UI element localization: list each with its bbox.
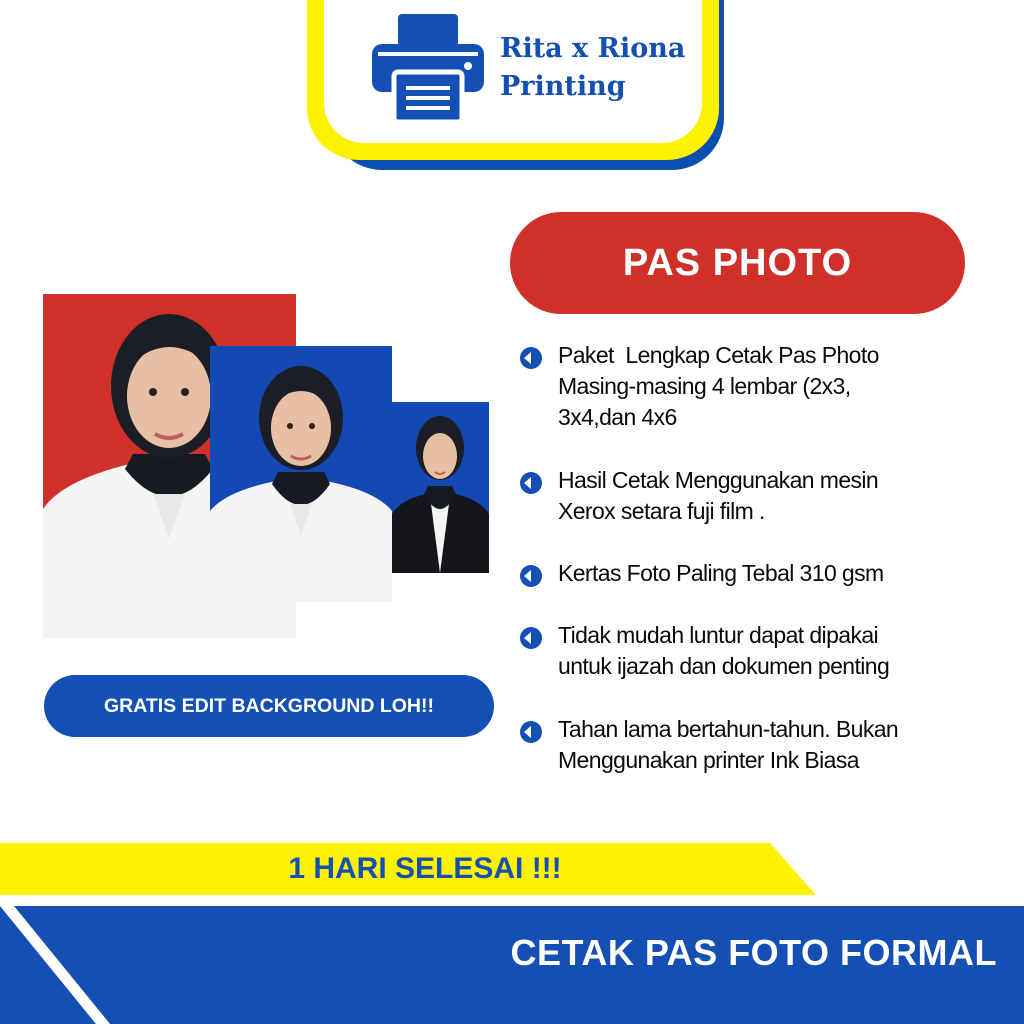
feature-text: Hasil Cetak Menggunakan mesin Xerox setara fuji film .: [558, 467, 879, 524]
chevron-bullet-icon: [518, 625, 544, 651]
brand-line-1: Rita x Riona: [500, 33, 686, 64]
printer-icon: [372, 14, 484, 122]
feature-item-4: [518, 620, 998, 682]
feature-item-2: [518, 465, 998, 527]
feature-item-5: [518, 714, 998, 776]
feature-text: Tahan lama bertahun-tahun. Bukan Menggunakan printer Ink Biasa: [558, 716, 899, 773]
feature-item-3: [518, 558, 998, 589]
chevron-bullet-icon: [518, 470, 544, 496]
brand-line-2: Printing: [500, 71, 626, 102]
chevron-bullet-icon: [518, 719, 544, 745]
feature-text: Paket Lengkap Cetak Pas Photo Masing-masing 4 lembar (2x3, 3x4,dan 4x6: [558, 342, 879, 430]
chevron-bullet-icon: [518, 563, 544, 589]
photo-blue-blazer: [392, 402, 489, 573]
feature-text: Tidak mudah luntur dapat dipakai untuk ijazah dan dokumen penting: [558, 622, 890, 679]
formal-photo-print-text: CETAK PAS FOTO FORMAL: [510, 932, 997, 973]
free-background-edit-pill: GRATIS EDIT BACKGROUND LOH!!: [44, 675, 494, 737]
photo-blue-background: [210, 346, 392, 602]
decorative-slash: [0, 906, 110, 1024]
feature-item-1: [518, 340, 998, 433]
title-pill: PAS PHOTO: [510, 212, 965, 314]
feature-text: Kertas Foto Paling Tebal 310 gsm: [558, 560, 884, 586]
chevron-bullet-icon: [518, 345, 544, 371]
one-day-done-text: 1 HARI SELESAI !!!: [288, 852, 562, 885]
brand-name: [500, 30, 685, 106]
